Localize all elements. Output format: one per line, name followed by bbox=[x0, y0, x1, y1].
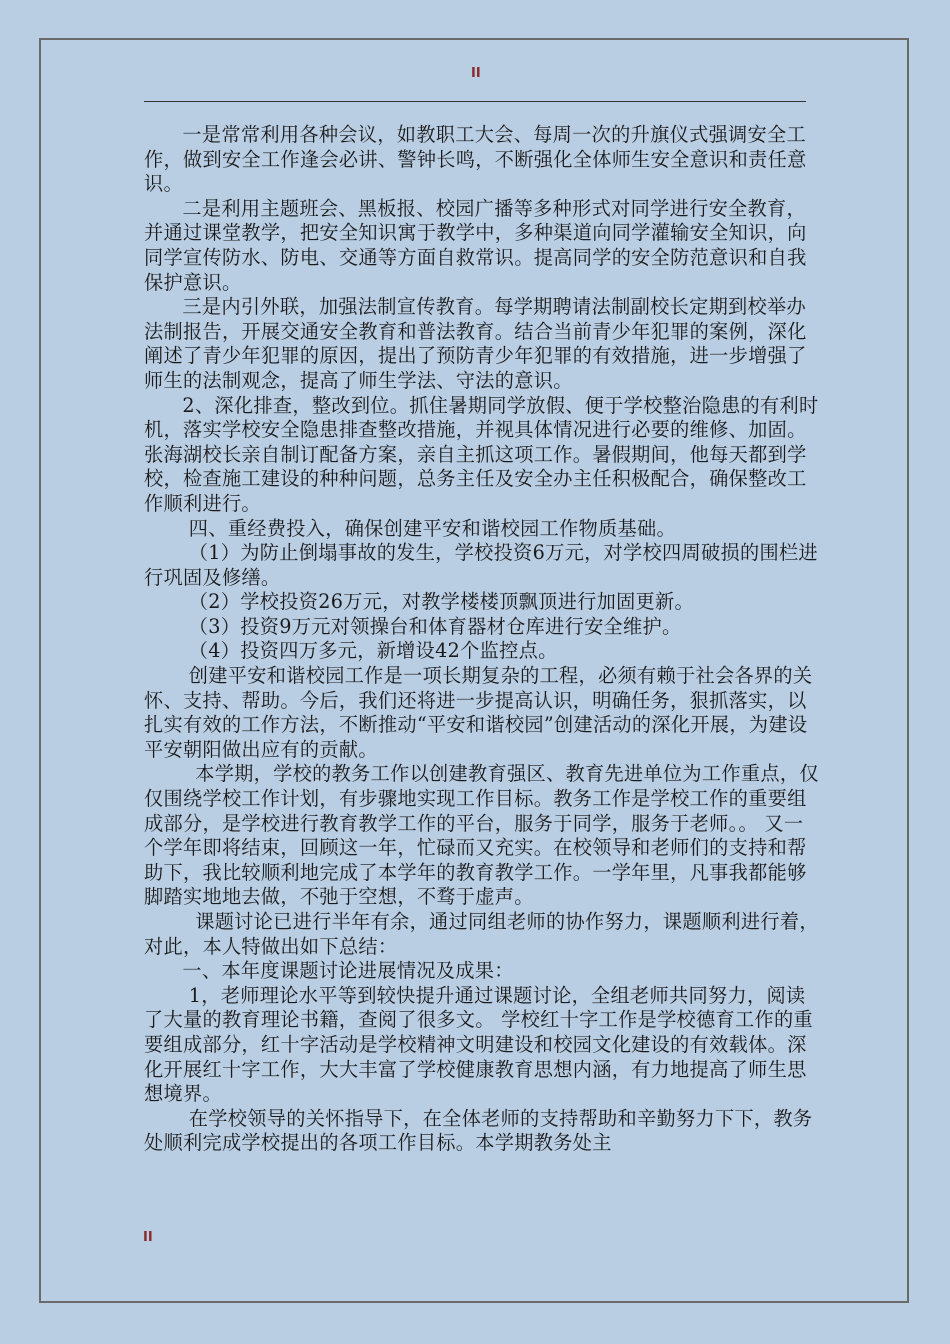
paragraph: 2、深化排查，整改到位。抓住暑期同学放假、便于学校整治隐患的有利时机，落实学校安全隐患排查整改措施，并视具体情况进行必要的维修、加固。张海湖校长亲自制订配备方案，亲自主抓这项工作。暑假期间，他每天都到学校，检查施工建设的种种问题，总务主任及安全办主任积极配合，确保整改工作顺利进行。 bbox=[144, 393, 819, 515]
paragraph: 本学期，学校的教务工作以创建教育强区、教育先进单位为工作重点，仅仅围绕学校工作计划，有步骤地实现工作目标。教务工作是学校工作的重要组成部分，是学校进行教育教学工作的平台，服务于同学，服务于老师。。 又一个学年即将结束，回顾这一年，忙碌而又充实。在校领导和老师们的支持和帮助下，我比较顺利地完成了本学年的教育教学工作。一学年里，凡事我都能够脚踏实地地去做，不弛于空想，不骛于虚声。 bbox=[144, 762, 819, 909]
paragraph: 一是常常利用各种会议，如教职工大会、每周一次的升旗仪式强调安全工作，做到安全工作逢会必讲、警钟长鸣，不断强化全体师生安全意识和责任意识。 bbox=[144, 123, 807, 196]
paragraph: 创建平安和谐校园工作是一项长期复杂的工程，必须有赖于社会各界的关怀、支持、帮助。今后，我们还将进一步提高认识，明确任务，狠抓落实，以扎实有效的工作方法，不断推动“平安和谐校园”创建活动的深化开展，为建设平安朝阳做出应有的贡献。 bbox=[144, 664, 813, 761]
paragraph: 1，老师理论水平等到较快提升通过课题讨论，全组老师共同努力，阅读了大量的教育理论书籍，查阅了很多文。 学校红十字工作是学校德育工作的重要组成部分，红十字活动是学校精神文明建设和校园文化建设的有效载体。深化开展红十字工作，大大丰富了学校健康教育思想内涵，有力地提高了师生思想境界。 bbox=[144, 983, 813, 1106]
paragraph: 课题讨论已进行半年有余，通过同组老师的协作努力，课题顺利进行着，对此，本人特做出如下总结： bbox=[144, 910, 819, 958]
paragraph: （3）投资9万元对领操台和体育器材仓库进行安全维护。 bbox=[144, 614, 682, 638]
paragraph: 一、本年度课题讨论进展情况及成果： bbox=[144, 959, 514, 983]
paragraph: 四、重经费投入，确保创建平安和谐校园工作物质基础。 bbox=[144, 516, 676, 540]
footer-page-mark: II bbox=[143, 1230, 153, 1245]
paragraph: （1）为防止倒塌事故的发生，学校投资6万元，对学校四周破损的围栏进行巩固及修缮。 bbox=[144, 541, 818, 589]
paragraph: 在学校领导的关怀指导下，在全体老师的支持帮助和辛勤努力下下，教务处顺利完成学校提出的各项工作目标。本学期教务处主 bbox=[144, 1106, 813, 1155]
header-divider bbox=[144, 101, 806, 102]
paragraph: 二是利用主题班会、黑板报、校园广播等多种形式对同学进行安全教育，并通过课堂教学，把安全知识寓于教学中，多种渠道向同学灌输安全知识，向同学宣传防水、防电、交通等方面自救常识。提高同学的安全防范意识和自我保护意识。 bbox=[144, 196, 807, 294]
paragraph: 三是内引外联，加强法制宣传教育。每学期聘请法制副校长定期到校举办法制报告，开展交通安全教育和普法教育。结合当前青少年犯罪的案例，深化阐述了青少年犯罪的原因，提出了预防青少年犯罪的有效措施，进一步增强了师生的法制观念，提高了师生学法、守法的意识。 bbox=[144, 295, 807, 392]
paragraph: （4）投资四万多元，新增设42个监控点。 bbox=[144, 639, 558, 663]
document-body bbox=[144, 123, 820, 1156]
header-page-mark: II bbox=[471, 66, 481, 81]
paragraph: （2）学校投资26万元，对教学楼楼顶飘顶进行加固更新。 bbox=[144, 590, 695, 614]
